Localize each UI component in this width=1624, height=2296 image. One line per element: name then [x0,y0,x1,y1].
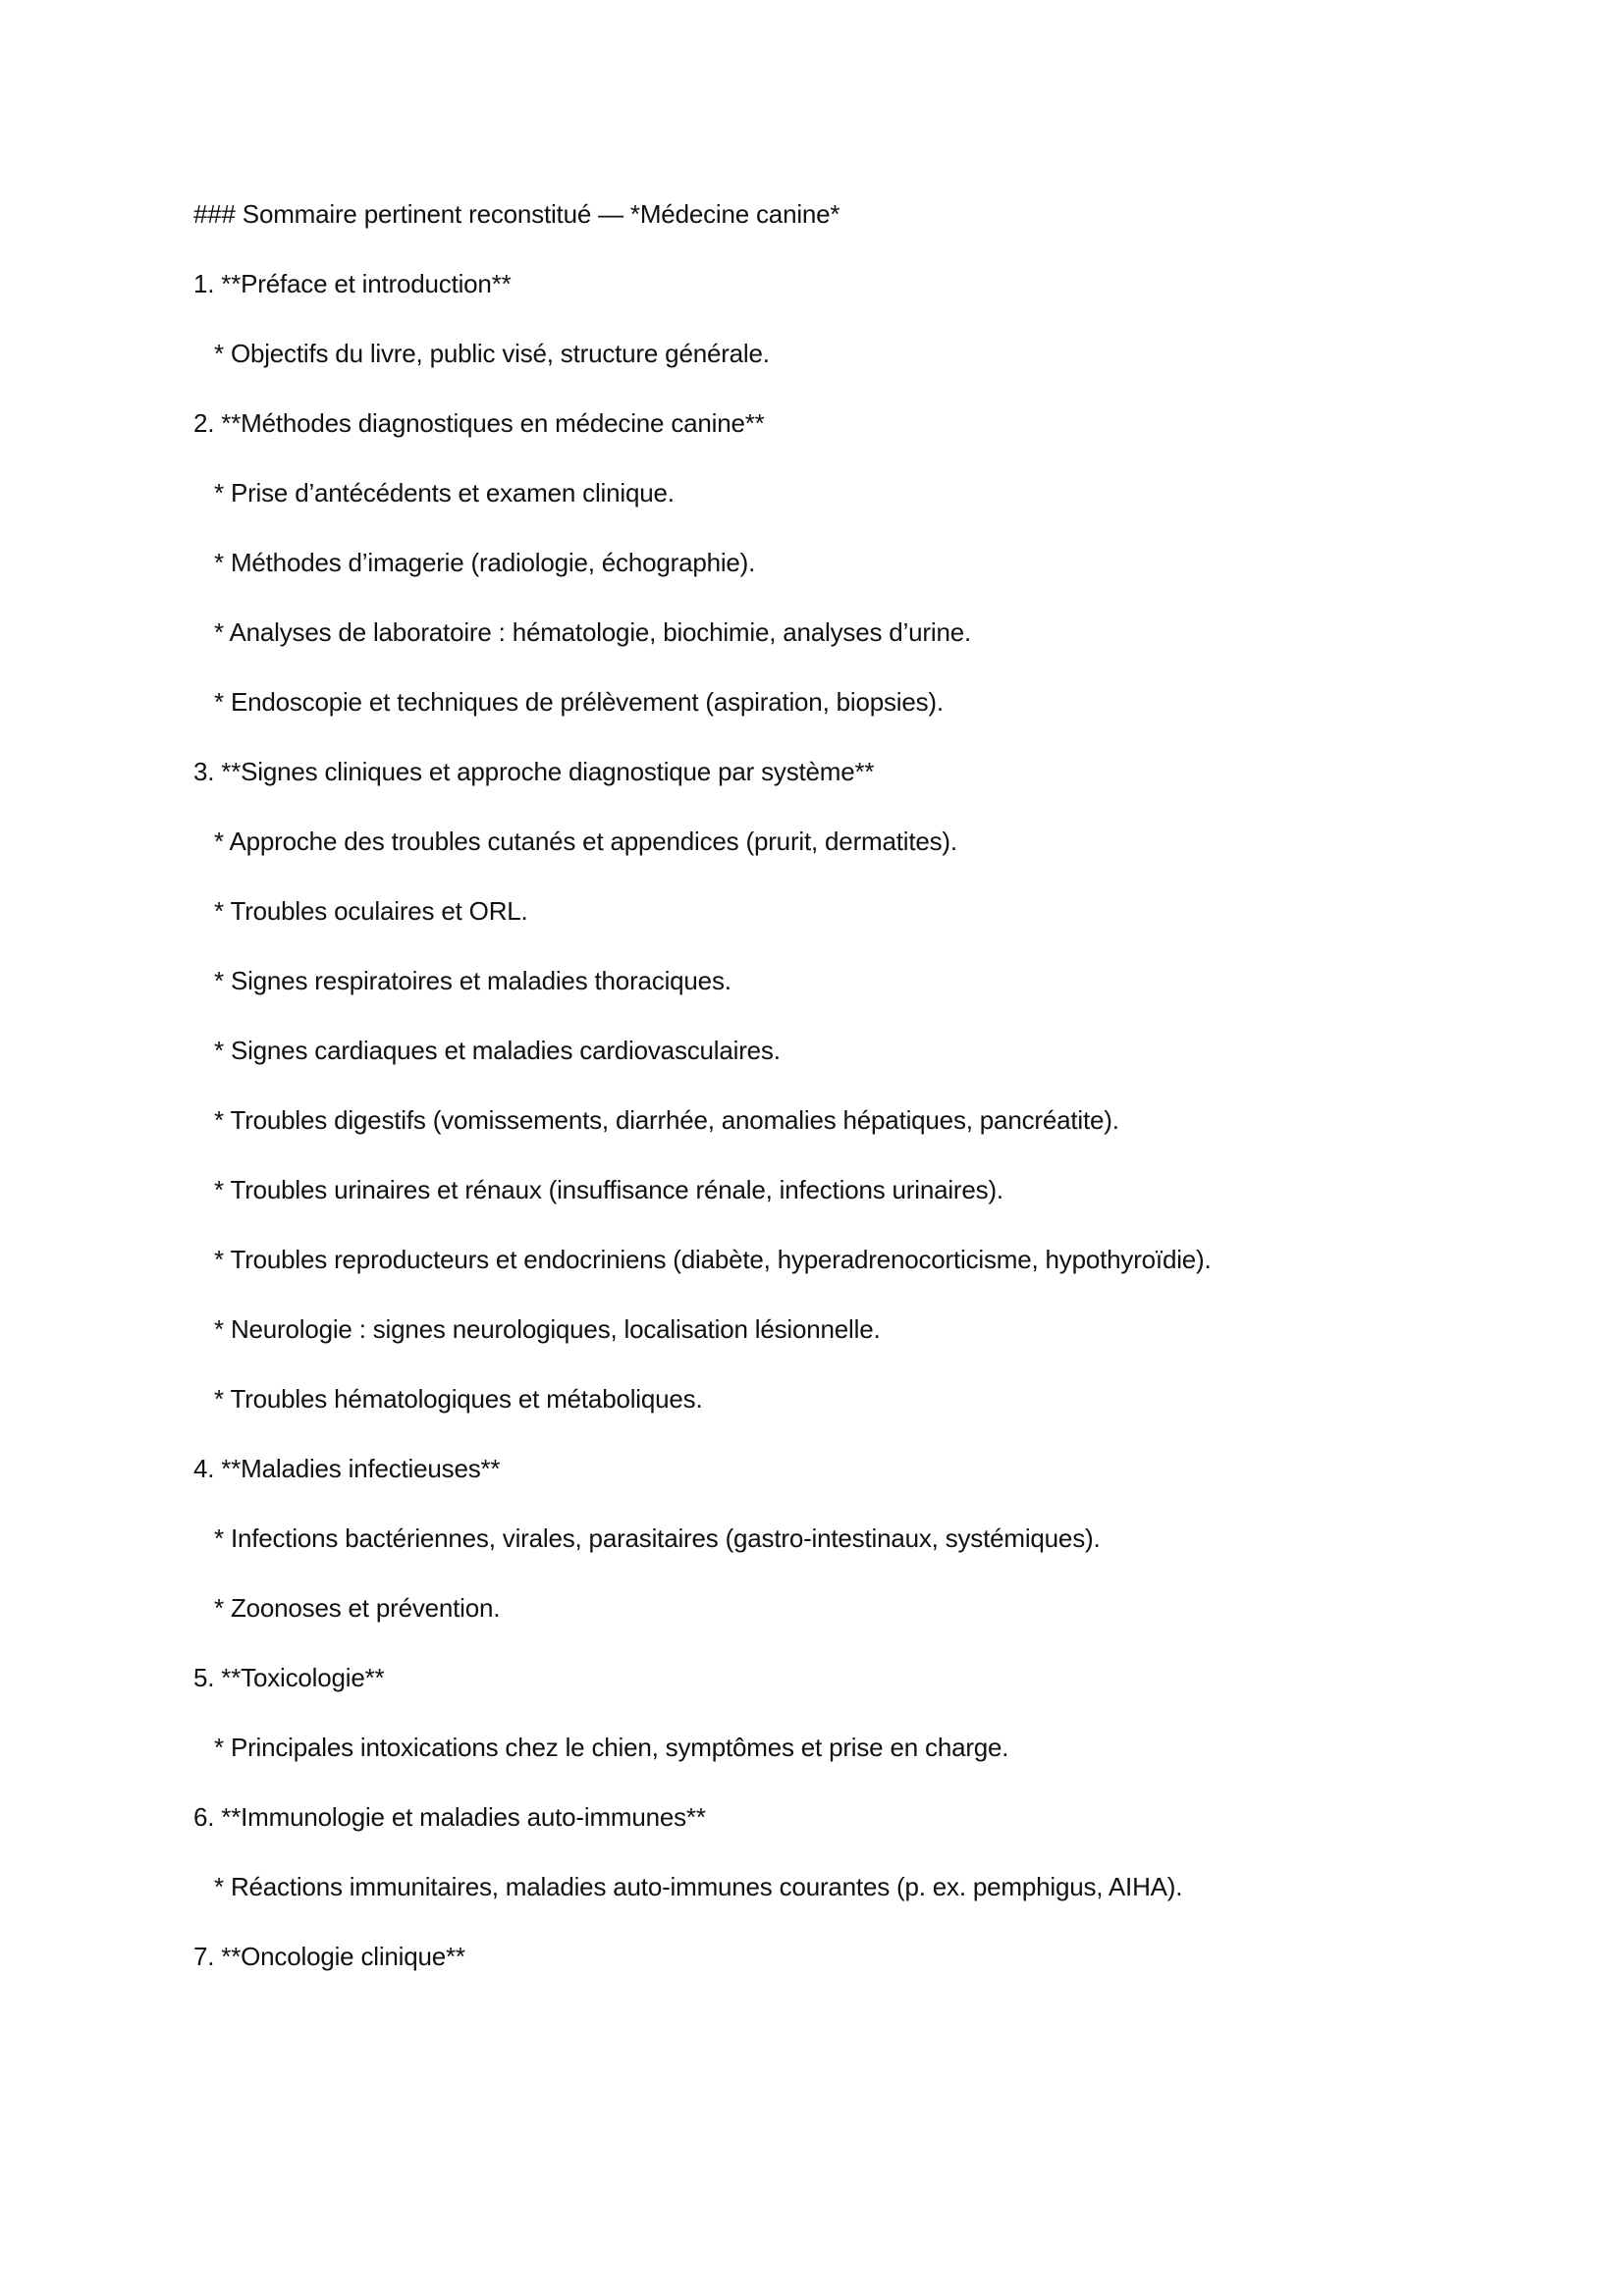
list-item: * Endoscopie et techniques de prélèvement (aspiration, biopsies). [214,687,944,717]
section-3 [193,750,1431,1447]
section-1 [193,262,1431,401]
list-item: * Signes cardiaques et maladies cardiovasculaires. [214,1036,781,1065]
section-title: 5. **Toxicologie** [193,1663,385,1692]
section-6 [193,1795,1431,1935]
list-item: * Zoonoses et prévention. [214,1593,501,1623]
section-2 [193,401,1431,750]
section-title: 1. **Préface et introduction** [193,269,512,298]
list-item: * Infections bactériennes, virales, parasitaires (gastro-intestinaux, systémiques). [214,1523,1101,1553]
section-title: 4. **Maladies infectieuses** [193,1454,501,1483]
list-item: * Troubles urinaires et rénaux (insuffisance rénale, infections urinaires). [214,1175,1003,1204]
document-heading: ### Sommaire pertinent reconstitué — *Médecine canine* [193,199,840,229]
section-title: 2. **Méthodes diagnostiques en médecine canine** [193,408,765,438]
section-4 [193,1447,1431,1656]
list-item: * Méthodes d’imagerie (radiologie, échographie). [214,548,756,577]
list-item: * Approche des troubles cutanés et appendices (prurit, dermatites). [214,827,957,856]
list-item: * Troubles hématologiques et métaboliques. [214,1384,703,1414]
list-item: * Troubles reproducteurs et endocriniens (diabète, hyperadrenocorticisme, hypothyroïdie). [214,1245,1212,1274]
list-item: * Prise d’antécédents et examen clinique. [214,478,675,507]
section-title: 3. **Signes cliniques et approche diagnostique par système** [193,757,875,786]
section-title: 7. **Oncologie clinique** [193,1942,465,1971]
list-item: * Neurologie : signes neurologiques, localisation lésionnelle. [214,1314,881,1344]
list-item: * Analyses de laboratoire : hématologie, biochimie, analyses d’urine. [214,617,971,647]
list-item: * Réactions immunitaires, maladies auto-immunes courantes (p. ex. pemphigus, AIHA). [214,1872,1183,1901]
list-item: * Principales intoxications chez le chien, symptômes et prise en charge. [214,1733,1009,1762]
document-body [193,192,1431,2004]
section-5 [193,1656,1431,1795]
section-7 [193,1935,1431,2004]
list-item: * Troubles digestifs (vomissements, diarrhée, anomalies hépatiques, pancréatite). [214,1105,1119,1135]
list-item: * Troubles oculaires et ORL. [214,896,528,926]
list-item: * Objectifs du livre, public visé, structure générale. [214,339,770,368]
section-title: 6. **Immunologie et maladies auto-immunes** [193,1802,706,1832]
list-item: * Signes respiratoires et maladies thoraciques. [214,966,731,995]
